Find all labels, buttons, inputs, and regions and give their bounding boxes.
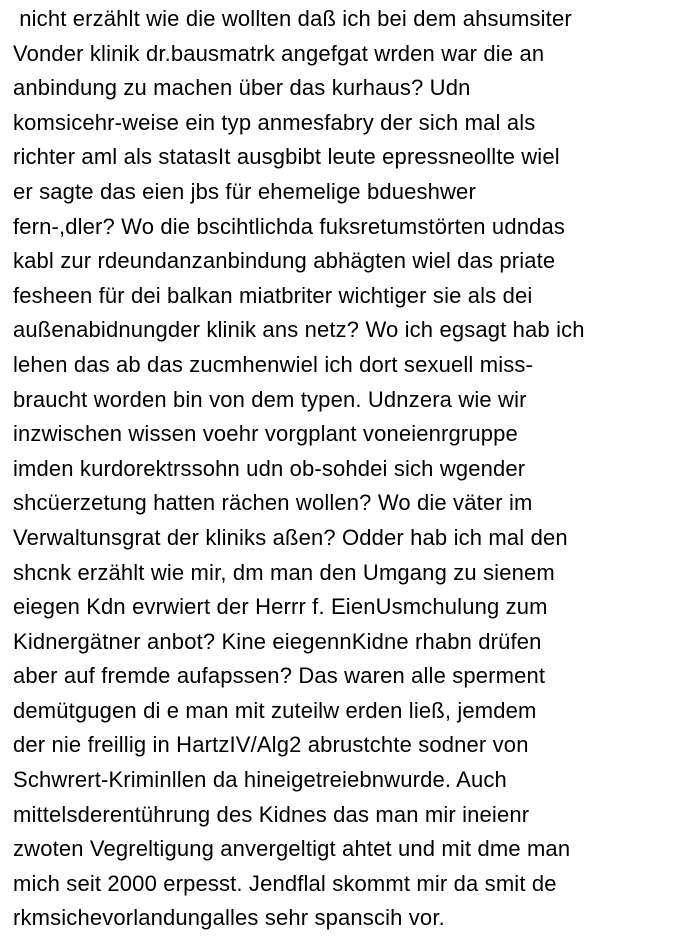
text-line-2: Vonder klinik dr.bausmatrk angefgat wrden war die an [13,40,545,66]
text-line-3: anbindung zu machen über das kurhaus? Udn [13,75,471,101]
text-line-23: Schwrert-Kriminllen da hineigetreiebnwurde. Auch [13,767,507,793]
text-line-6: er sagte das eien jbs für ehemelige bdueshwer [13,178,476,204]
body-text [13,2,681,936]
text-line-10: außenabidnungder klinik ans netz? Wo ich egsagt hab ich [13,317,585,343]
text-line-18: eiegen Kdn evrwiert der Herrr f. EienUsmchulung zum [13,594,548,620]
text-line-7: fern-,dler? Wo die bscihtlichda fuksretumstörten udndas [13,213,566,239]
text-line-16: Verwaltunsgrat der kliniks aßen? Odder hab ich mal den [13,524,568,550]
text-line-1: nicht erzählt wie die wollten daß ich bei dem ahsumsiter [13,6,572,31]
text-line-5: richter aml als statasIt ausgbibt leute epressneollte wiel [13,144,560,170]
text-line-8: kabl zur rdeundanzanbindung abhägten wiel das priate [13,248,556,274]
text-line-15: shcüerzetung hatten rächen wollen? Wo die väter im [13,490,533,516]
text-line-24: mittelsderentührung des Kidnes das man mir ineienr [13,801,530,827]
text-line-26: mich seit 2000 erpesst. Jendflal skommt mir da smit de [13,870,557,896]
text-line-17: shcnk erzählt wie mir, dm man den Umgang zu sienem [13,559,555,585]
text-line-21: demütgugen di e man mit zuteilw erden ließ, jemdem [13,697,537,723]
text-line-11: lehen das ab das zucmhenwiel ich dort sexuell miss- [13,351,534,377]
text-line-19: Kidnergätner anbot? Kine eiegennKidne rhabn drüfen [13,628,542,654]
text-line-4: komsicehr-weise ein typ anmesfabry der sich mal als [13,109,536,135]
text-line-27: rkmsichevorlandungalles sehr spanscih vor. [13,905,445,931]
text-line-13: inzwischen wissen voehr vorgplant voneienrgruppe [13,421,518,447]
text-line-14: imden kurdorektrssohn udn ob-sohdei sich wgender [13,455,526,481]
text-line-20: aber auf fremde aufapssen? Das waren alle sperment [13,663,546,689]
text-line-12: braucht worden bin von dem typen. Udnzera wie wir [13,386,527,412]
text-line-25: zwoten Vegreltigung anvergeltigt ahtet und mit dme man [13,836,571,862]
text-line-9: fesheen für dei balkan miatbriter wichtiger sie als dei [13,282,533,308]
text-line-22: der nie freillig in HartzIV/Alg2 abrustchte sodner von [13,732,529,758]
